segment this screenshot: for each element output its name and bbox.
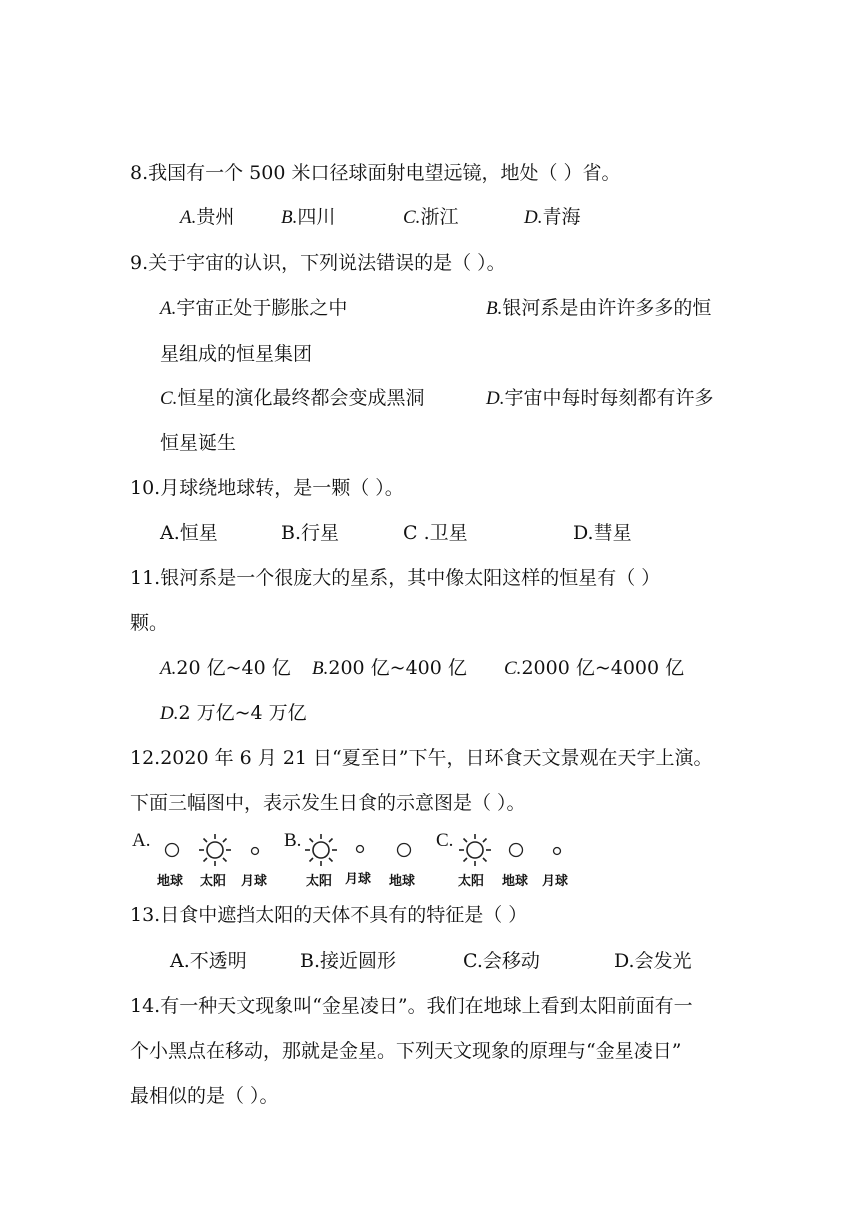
- q10-option-b[interactable]: [281, 521, 339, 545]
- q11-option-a[interactable]: [160, 656, 291, 681]
- sun-icon: [304, 833, 338, 867]
- q9-option-c[interactable]: [160, 386, 424, 411]
- earth-icon: [508, 842, 524, 858]
- option-letter: A.: [170, 950, 190, 972]
- option-letter: D.: [160, 703, 179, 724]
- option-letter: A.: [180, 207, 197, 228]
- option-letter: B.: [300, 950, 321, 972]
- option-letter: B.: [281, 522, 302, 544]
- option-letter: B.: [486, 298, 503, 319]
- option-text: 宇宙正处于膨胀之中: [176, 297, 348, 319]
- q10-option-a[interactable]: [160, 521, 218, 545]
- option-text: 恒星: [179, 522, 218, 544]
- q14-stem-line3: 最相似的是（ ）。: [130, 1085, 279, 1107]
- q9-option-a[interactable]: [160, 296, 347, 321]
- sun-icon: [198, 833, 232, 867]
- q8-option-d[interactable]: [524, 205, 581, 230]
- moon-icon: [355, 844, 365, 854]
- q10-option-d[interactable]: [573, 521, 632, 545]
- q12-stem-continued: 下面三幅图中，表示发生日食的示意图是（ ）。: [130, 792, 526, 814]
- q9-option-d[interactable]: [486, 386, 714, 411]
- q12-panel-a[interactable]: [130, 830, 280, 889]
- panel-letter: A.: [132, 830, 151, 851]
- option-letter: A.: [160, 298, 177, 319]
- q9-option-b-continued: 星组成的恒星集团: [160, 343, 313, 365]
- option-letter: D.: [614, 950, 635, 972]
- option-text: 四川: [297, 206, 336, 228]
- q13-stem: 13.日食中遮挡太阳的天体不具有的特征是（ ）: [130, 904, 528, 926]
- q11-option-d[interactable]: [160, 701, 307, 726]
- q14-stem-line2: 个小黑点在移动，那就是金星。下列天文现象的原理与“金星凌日”: [130, 1040, 682, 1062]
- option-letter: B.: [312, 658, 329, 679]
- option-text: 卫星: [429, 522, 468, 544]
- option-letter: C.: [403, 207, 421, 228]
- q11-stem: 11.银河系是一个很庞大的星系，其中像太阳这样的恒星有（ ）: [130, 567, 661, 589]
- earth-label: 地球: [389, 874, 416, 889]
- q8-option-a[interactable]: [180, 205, 234, 230]
- q12-panel-c[interactable]: [434, 830, 584, 889]
- option-text: 青海: [542, 206, 581, 228]
- q11-option-b[interactable]: [312, 656, 467, 681]
- earth-label: 地球: [157, 874, 184, 889]
- q14-stem: 14.有一种天文现象叫“金星凌日”。我们在地球上看到太阳前面有一: [130, 995, 693, 1017]
- option-text: 2 万亿~4 万亿: [178, 702, 307, 724]
- q13-option-d[interactable]: [614, 949, 692, 973]
- option-letter: A.: [160, 658, 177, 679]
- option-text: 20 亿~40 亿: [176, 657, 291, 679]
- panel-letter: C.: [436, 830, 454, 851]
- q8-option-b[interactable]: [281, 205, 335, 230]
- q11-stem-continued: 颗。: [130, 612, 169, 634]
- option-text: 2000 亿~4000 亿: [521, 657, 685, 679]
- earth-label: 地球: [502, 874, 529, 889]
- q10-stem: 10.月球绕地球转，是一颗（ ）。: [130, 477, 404, 499]
- option-text: 会移动: [482, 950, 540, 972]
- option-text: 不透明: [189, 950, 247, 972]
- sun-label: 太阳: [458, 874, 485, 889]
- moon-label: 月球: [542, 874, 569, 889]
- option-letter: C.: [160, 388, 178, 409]
- earth-icon: [396, 842, 412, 858]
- q8-option-c[interactable]: [403, 205, 458, 230]
- moon-label: 月球: [345, 872, 372, 887]
- option-text: 行星: [301, 522, 340, 544]
- option-letter: B.: [281, 207, 298, 228]
- q8-stem: 8.我国有一个 500 米口径球面射电望远镜，地处（ ）省。: [130, 162, 621, 184]
- q11-option-c[interactable]: [504, 656, 684, 681]
- option-text: 会发光: [634, 950, 692, 972]
- q9-option-d-continued: 恒星诞生: [160, 432, 237, 454]
- sun-icon: [458, 833, 492, 867]
- moon-label: 月球: [241, 874, 268, 889]
- panel-letter: B.: [284, 830, 302, 851]
- option-letter: C.: [504, 658, 522, 679]
- option-letter: D.: [486, 388, 505, 409]
- q13-option-b[interactable]: [300, 949, 396, 973]
- option-text: 银河系是由许许多多的恒: [502, 297, 712, 319]
- option-text: 贵州: [196, 206, 235, 228]
- option-text: 宇宙中每时每刻都有许多: [504, 387, 714, 409]
- sun-label: 太阳: [306, 874, 333, 889]
- option-letter: C.: [463, 950, 483, 972]
- q13-option-c[interactable]: [463, 949, 540, 973]
- q10-option-c[interactable]: [403, 521, 468, 545]
- option-text: 200 亿~400 亿: [328, 657, 467, 679]
- q12-stem: 12.2020 年 6 月 21 日“夏至日”下午，日环食天文景观在天宇上演。: [130, 747, 713, 769]
- q9-option-b[interactable]: [486, 296, 711, 321]
- earth-icon: [164, 842, 180, 858]
- option-letter: A.: [160, 522, 180, 544]
- option-text: 彗星: [593, 522, 632, 544]
- option-letter: D.: [573, 522, 594, 544]
- q9-stem: 9.关于宇宙的认识，下列说法错误的是（ ）。: [130, 252, 506, 274]
- sun-label: 太阳: [200, 874, 227, 889]
- option-letter: D.: [524, 207, 543, 228]
- option-letter: C .: [403, 522, 430, 544]
- option-text: 恒星的演化最终都会变成黑洞: [177, 387, 425, 409]
- moon-icon: [250, 846, 260, 856]
- q13-option-a[interactable]: [170, 949, 247, 973]
- option-text: 浙江: [420, 206, 459, 228]
- option-text: 接近圆形: [320, 950, 397, 972]
- moon-icon: [552, 846, 562, 856]
- q12-panel-b[interactable]: [282, 830, 432, 889]
